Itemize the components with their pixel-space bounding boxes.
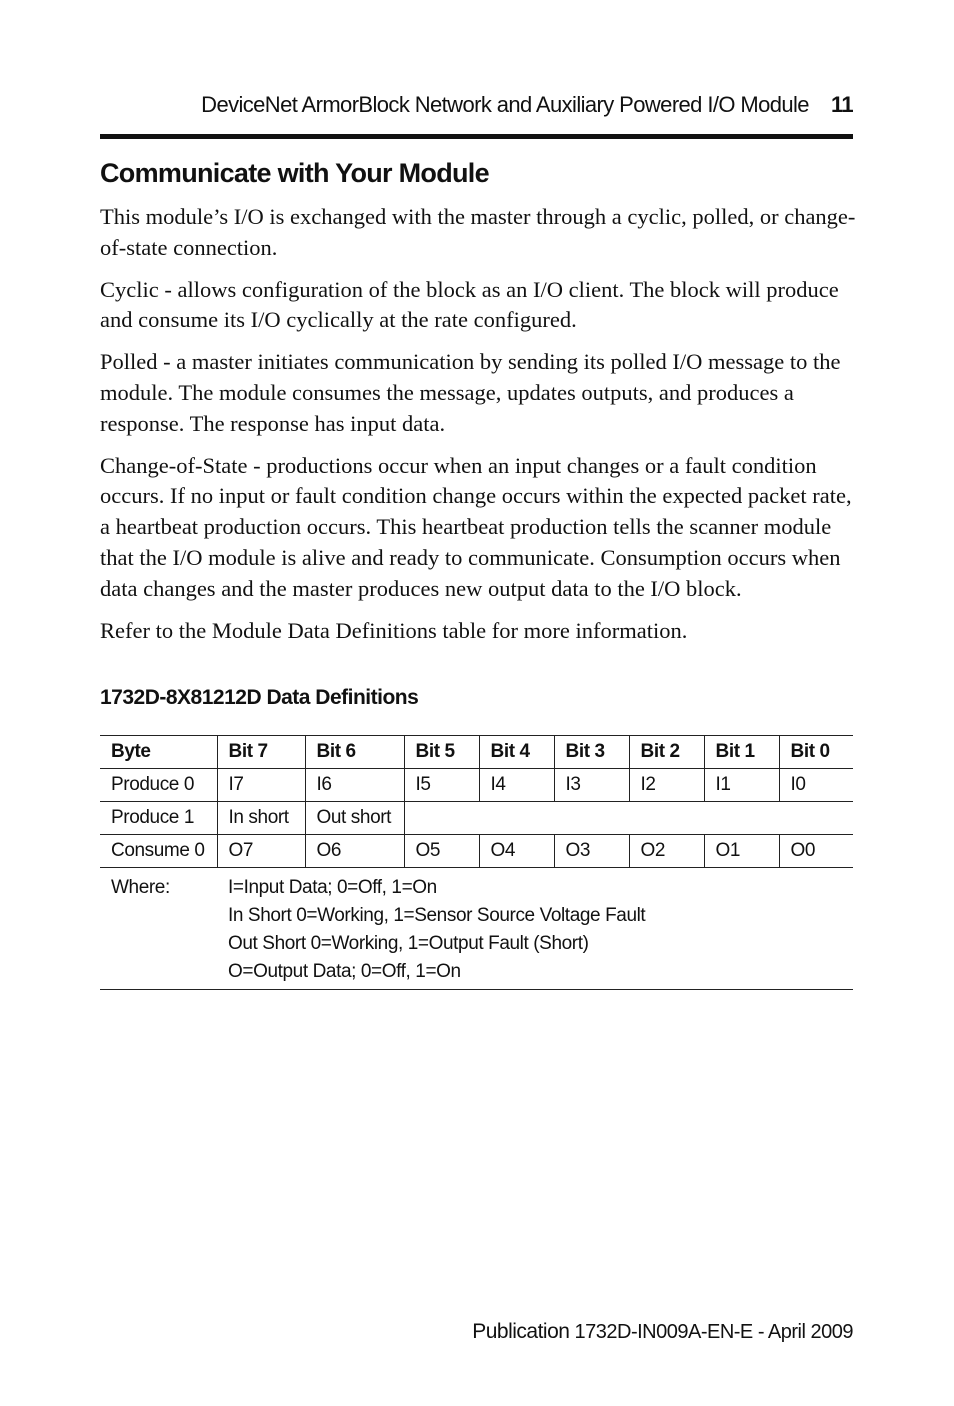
where-line: Out Short 0=Working, 1=Output Fault (Short) [228,933,589,954]
where-line: In Short 0=Working, 1=Sensor Source Voltage Fault [228,905,646,926]
paragraph-polled: Polled - a master initiates communication by sending its polled I/O message to the module. The module consumes the message, updates outputs, and produces a response. The response has input data. [100,349,841,436]
running-header [100,92,853,126]
table-cell: I1 [704,769,779,802]
table-row-produce-1 [100,802,853,835]
where-line: I=Input Data; 0=Off, 1=On [228,877,437,898]
header-cell: Bit 1 [704,736,779,769]
table-cell: O7 [217,835,305,868]
table-cell: Produce 0 [100,769,217,802]
paragraph-cyclic: Cyclic - allows configuration of the block as an I/O client. The block will produce and consume its I/O cyclically at the rate configured. [100,276,839,333]
section-body [100,202,856,657]
table-cell: I3 [554,769,629,802]
header-cell: Bit 7 [217,736,305,769]
header-rule [100,134,853,139]
table-row-consume-0 [100,835,853,868]
paragraph-change-of-state: Change-of-State - productions occur when an input changes or a fault condition occurs. If no input or fault condition change occurs within the expected packet rate, a heartbeat production occurs. This heartbeat production tells the scanner module that the I/O module is alive and ready to communicate. Consumption occurs when data changes and the master produces new output data to the I/O block. [100,452,852,601]
publication-id: 1732D-IN009A-EN-E - April 2009 [574,1321,853,1343]
table-cell: O6 [305,835,404,868]
paragraph-intro: This module’s I/O is exchanged with the master through a cyclic, polled, or change-of-state connection. [100,204,856,260]
header-cell: Bit 4 [479,736,554,769]
header-cell: Bit 6 [305,736,404,769]
publication-label: Publication [472,1320,570,1343]
table-cell: I6 [305,769,404,802]
where-line: O=Output Data; 0=Off, 1=On [228,961,461,982]
table-cell: Produce 1 [100,802,217,835]
header-cell: Bit 2 [629,736,704,769]
table-cell: In short [217,802,305,835]
header-cell: Byte [100,736,217,769]
page-number: 11 [830,92,853,117]
table-title: 1732D-8X81212D Data Definitions [100,686,419,709]
table-cell: I4 [479,769,554,802]
table-cell-empty [404,802,853,835]
table-header-row [100,736,853,769]
table-cell: O4 [479,835,554,868]
table-cell: O3 [554,835,629,868]
table-cell: O2 [629,835,704,868]
table-cell: I2 [629,769,704,802]
header-cell: Bit 0 [779,736,853,769]
table-cell: I0 [779,769,853,802]
table-cell: O0 [779,835,853,868]
where-legend [217,868,853,990]
section-title: Communicate with Your Module [100,158,489,188]
table-cell: I5 [404,769,479,802]
table-row-produce-0 [100,769,853,802]
header-cell: Bit 3 [554,736,629,769]
paragraph-reference: Refer to the Module Data Definitions table for more information. [100,617,688,643]
table-cell: O5 [404,835,479,868]
data-definitions-table [100,735,853,990]
running-title: DeviceNet ArmorBlock Network and Auxiliary Powered I/O Module [201,92,809,117]
table-cell: I7 [217,769,305,802]
table-cell: O1 [704,835,779,868]
where-label: Where: [100,868,217,990]
table-cell: Out short [305,802,404,835]
table-row-where [100,868,853,990]
table-cell: Consume 0 [100,835,217,868]
publication-footer [472,1320,853,1344]
header-cell: Bit 5 [404,736,479,769]
